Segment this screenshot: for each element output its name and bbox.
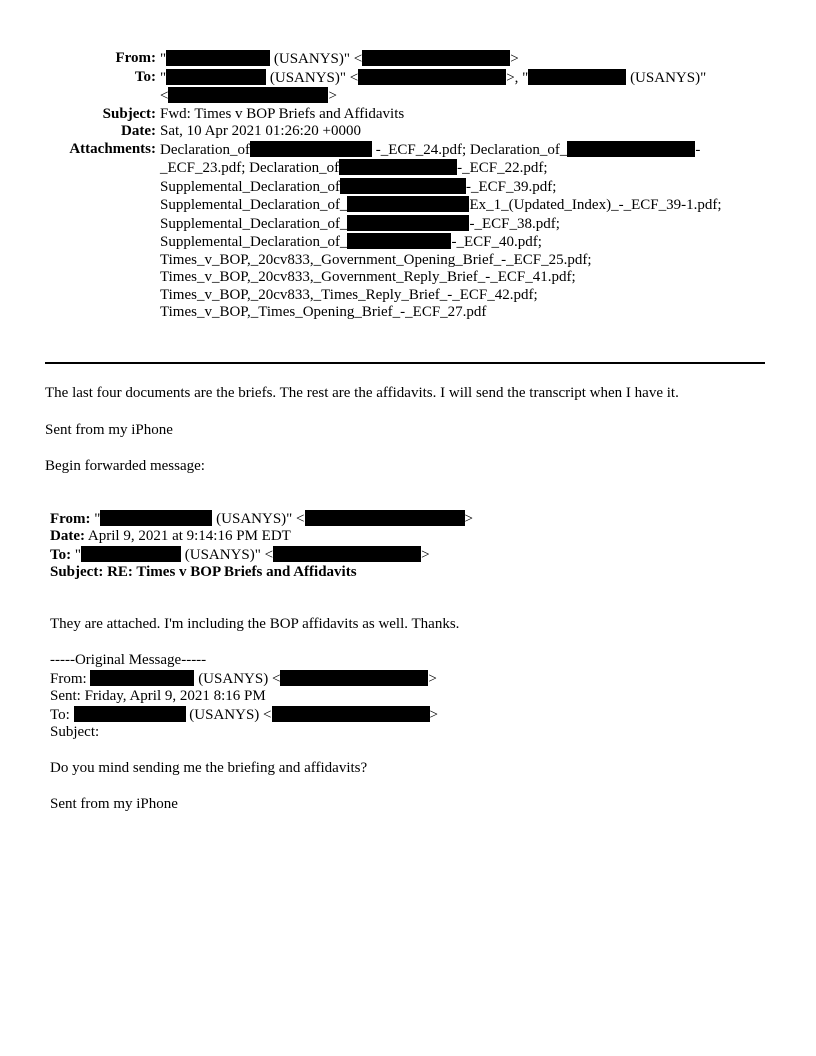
fwd-subject-line: Subject: RE: Times v BOP Briefs and Affidavits [50,564,357,580]
to-label: To: [134,68,156,85]
attachment-line: Times_v_BOP,_20cv833,_Government_Reply_Brief_-_ECF_41.pdf; [160,269,576,285]
to-value: " (USANYS)" < >, " (USANYS)" < > [160,69,707,104]
redaction [166,50,270,66]
redaction [273,546,421,562]
header-subject-row [0,106,816,124]
attachment-line: Times_v_BOP,_Times_Opening_Brief_-_ECF_27.pdf [160,304,487,320]
redaction [339,159,457,175]
orig-to-line: To: (USANYS) < > [50,707,438,723]
fwd-to-line: To: " (USANYS)" < > [50,547,430,563]
redaction [81,546,181,562]
redaction [567,141,695,157]
fwd-date-line: Date: April 9, 2021 at 9:14:16 PM EDT [50,528,291,544]
redaction [250,141,372,157]
orig-signature: Sent from my iPhone [50,796,178,812]
redaction [74,706,186,722]
email-header [0,50,816,322]
redaction [340,178,466,194]
redaction [528,69,626,85]
from-value: " (USANYS)" < > [160,51,519,67]
header-divider [45,362,765,364]
date-label: Date: [121,123,156,139]
redaction [168,87,328,103]
redaction [272,706,430,722]
attachment-line: Supplemental_Declaration_of_ -_ECF_40.pdf; [160,234,542,250]
redaction [358,69,506,85]
redaction [166,69,266,85]
attachment-line: Times_v_BOP,_20cv833,_Government_Opening_Brief_-_ECF_25.pdf; [160,251,592,268]
redaction [100,510,212,526]
redaction [305,510,465,526]
original-separator: -----Original Message----- [50,652,207,668]
date-value: Sat, 10 Apr 2021 01:26:20 +0000 [160,123,361,139]
fwd-from-line: From: " (USANYS)" < > [50,511,473,527]
header-attachments-row [0,141,816,322]
redaction [347,196,469,212]
attachment-line: _ECF_23.pdf; Declaration_of -_ECF_22.pdf; [160,160,548,176]
attachments-label: Attachments: [69,140,156,157]
orig-sent-line: Sent: Friday, April 9, 2021 8:16 PM [50,688,266,704]
forward-intro: Begin forwarded message: [45,458,205,474]
attachment-line: Supplemental_Declaration_of -_ECF_39.pdf; [160,178,557,195]
attachment-line: Supplemental_Declaration_of_ Ex_1_(Updated_Index)_-_ECF_39-1.pdf; [160,197,722,213]
header-from-row [0,50,816,69]
orig-message: Do you mind sending me the briefing and affidavits? [50,760,368,776]
subject-value: Fwd: Times v BOP Briefs and Affidavits [160,105,405,122]
redaction [362,50,510,66]
fwd-message: They are attached. I'm including the BOP affidavits as well. Thanks. [50,616,460,632]
orig-subject-line: Subject: [50,724,100,740]
attachment-line: Declaration_of -_ECF_24.pdf; Declaration_of_ - [160,141,701,158]
redaction [90,670,194,686]
redaction [347,215,469,231]
attachment-line: Supplemental_Declaration_of_ -_ECF_38.pdf; [160,215,560,232]
header-date-row [0,123,816,141]
from-label: From: [115,50,156,66]
redaction [347,233,451,249]
signature: Sent from my iPhone [45,422,173,438]
redaction [280,670,428,686]
body-text: The last four documents are the briefs. The rest are the affidavits. I will send the transcript when I have it. [45,385,679,401]
attachment-line: Times_v_BOP,_20cv833,_Times_Reply_Brief_-_ECF_42.pdf; [160,286,538,303]
attachments-list [160,141,760,322]
subject-label: Subject: [102,105,156,122]
orig-from-line: From: (USANYS) < > [50,671,437,687]
header-to-row [0,69,816,106]
